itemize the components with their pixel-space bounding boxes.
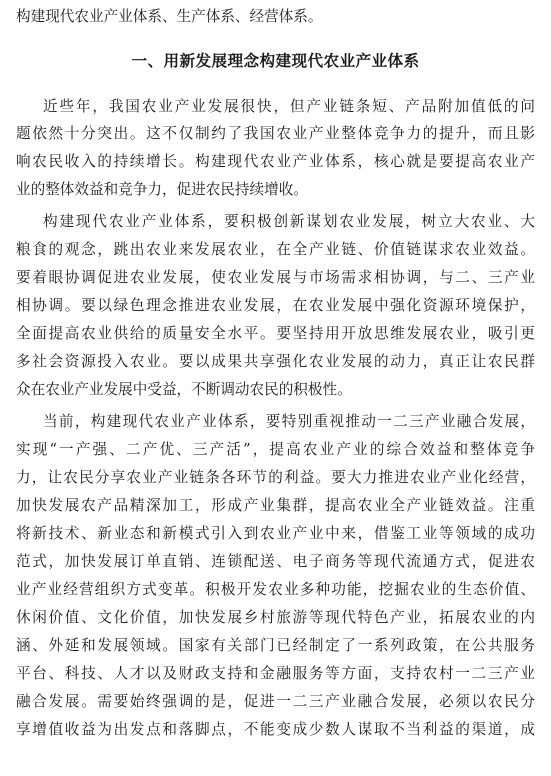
body-line: 将新技术、新业态和新模式引入到农业产业中来，借鉴工业等领域的成功 (16, 525, 535, 542)
body-line: 构建现代农业产业体系，要积极创新谋划农业发展，树立大农业、大 (43, 213, 535, 230)
body-line: 享增值收益为出发点和落脚点，不能变成少数人谋取不当利益的渠道，成 (16, 721, 535, 738)
body-line: 当前，构建现代农业产业体系，要特别重视推动一二三产业融合发展， (43, 413, 535, 430)
body-line: 响农民收入的持续增长。构建现代农业产业体系，核心就是要提高农业产 (16, 153, 535, 170)
body-line: 加快发展农产品精深加工，形成产业集群，提高农业全产业链效益。注重 (16, 497, 535, 514)
body-line: 粮食的观念，跳出农业来发展农业，在全产业链、价值链谋求农业效益。 (16, 241, 535, 258)
body-line: 要着眼协调促进农业发展，使农业发展与市场需求相协调，与二、三产业 (16, 269, 535, 286)
body-line: 休闲价值、文化价值，加快发展乡村旅游等现代特色产业，拓展农业的内 (16, 609, 535, 626)
body-line: 题依然十分突出。这不仅制约了我国农业产业整体竞争力的提升，而且影 (16, 125, 535, 142)
body-line: 众在农业产业发展中受益，不断调动农民的积极性。 (16, 381, 352, 398)
section-heading: 一、用新发展理念构建现代农业产业体系 (131, 52, 420, 70)
body-line: 业的整体效益和竞争力，促进农民持续增收。 (16, 181, 308, 198)
body-line: 相协调。要以绿色理念推进农业发展，在农业发展中强化资源环境保护， (16, 297, 535, 314)
body-line: 平台、科技、人才以及财政支持和金融服务等方面，支持农村一二三产业 (16, 665, 535, 682)
body-line: 全面提高农业供给的质量安全水平。要坚持用开放思维发展农业，吸引更 (16, 325, 535, 342)
body-line: 多社会资源投入农业。要以成果共享强化农业发展的动力，真正让农民群 (16, 353, 535, 370)
body-line: 融合发展。需要始终强调的是，促进一二三产业融合发展，必须以农民分 (16, 693, 535, 710)
body-line-top: 构建现代农业产业体系、生产体系、经营体系。 (16, 8, 323, 25)
body-line: 近些年，我国农业产业发展很快，但产业链条短、产品附加值低的问 (43, 98, 535, 115)
body-line: 力，让农民分享农业产业链条各环节的利益。要大力推进农业产业化经营， (16, 469, 535, 486)
body-line: 涵、外延和发展领域。国家有关部门已经制定了一系列政策，在公共服务 (16, 637, 535, 654)
body-line: 业产业经营组织方式变革。积极开发农业多种功能，挖掘农业的生态价值、 (16, 581, 535, 598)
body-line: 范式，加快发展订单直销、连锁配送、电子商务等现代流通方式，促进农 (16, 553, 535, 570)
body-line: 实现“一产强、二产优、三产活”，提高农业产业的综合效益和整体竞争 (16, 441, 535, 458)
